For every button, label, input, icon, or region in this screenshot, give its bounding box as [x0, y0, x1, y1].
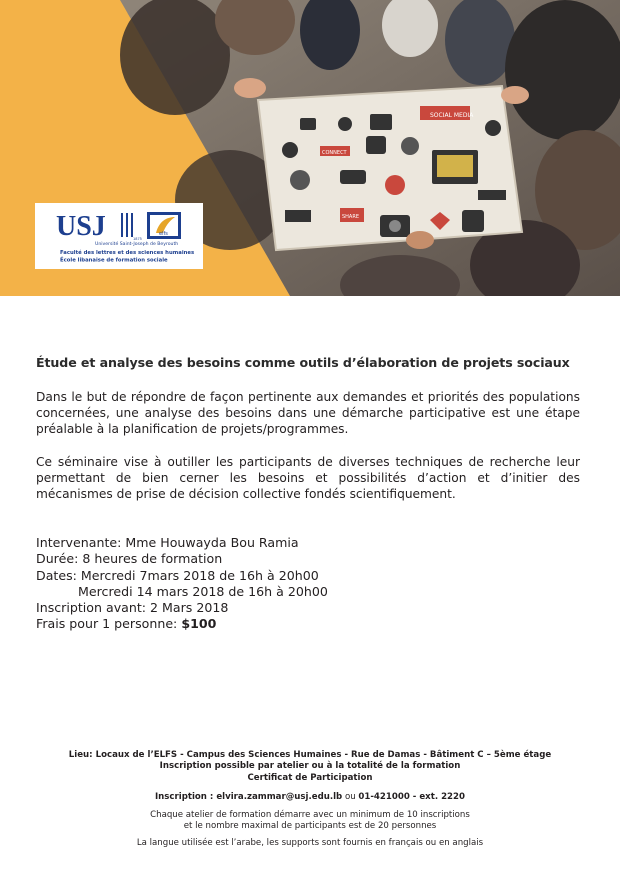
hero-banner	[0, 0, 620, 296]
dates-first: Dates: Mercredi 7mars 2018 de 16h à 20h00	[36, 567, 319, 583]
intro-paragraph: Dans le but de répondre de façon pertinente aux demandes et priorités des populations concernées, une analyse des besoins dans une démarche participative est une étape préalable à la planification de projets/programmes.	[36, 390, 580, 437]
fees-value: $100	[181, 616, 217, 632]
dates-second: Mercredi 14 mars 2018 de 16h à 20h00	[78, 583, 328, 599]
footer-certificate: Certificat de Participation	[247, 772, 373, 783]
poster-share: SHARE	[342, 214, 359, 220]
speaker: Intervenante: Mme Houwayda Bou Ramia	[36, 535, 299, 550]
contact-email[interactable]: elvira.zammar@usj.edu.lb	[216, 792, 343, 803]
seminar-details	[36, 535, 328, 633]
page-title: Étude et analyse des besoins comme outils d’élaboration de projets sociaux	[36, 355, 570, 370]
duration: Durée: 8 heures de formation	[36, 551, 223, 567]
elfs-text: elfs	[159, 231, 168, 237]
footer-registration-options: Inscription possible par atelier ou à la totalité de la formation	[159, 761, 461, 772]
fees-label: Frais pour 1 personne:	[36, 616, 182, 632]
footer-minimum: Chaque atelier de formation démarre avec un minimum de 10 inscriptions	[150, 809, 470, 820]
registration-deadline: Inscription avant: 2 Mars 2018	[36, 600, 229, 616]
seminar-paragraph: Ce séminaire vise à outiller les participants de diverses techniques de recherche leur permettant de bien cerner les besoins et possibilités d’action et d’initier des mécanismes de prise de décision collective fondés scientifiquement.	[36, 455, 580, 502]
logo-university: Université Saint-Joseph de Beyrouth	[95, 242, 179, 247]
footer-language: La langue utilisée est l’arabe, les supports sont fournis en français ou en anglais	[136, 838, 484, 849]
usj-logo	[35, 203, 203, 269]
logo-school: École libanaise de formation sociale	[60, 257, 168, 264]
contact-phone: 01-421000 - ext. 2220	[358, 792, 465, 803]
fees	[36, 616, 328, 632]
footer-location: Lieu: Locaux de l’ELFS - Campus des Sciences Humaines - Rue de Damas - Bâtiment C – 5ème étage	[68, 750, 552, 760]
footer-info	[0, 750, 620, 850]
logo-year: 1875	[133, 237, 142, 241]
footer-maximum: et le nombre maximal de participants est de 20 personnes	[183, 821, 437, 832]
footer-contact: Inscription : elvira.zammar@usj.edu.lb ou 01-421000 - ext. 2220	[154, 792, 465, 803]
logo-acronym: USJ	[56, 211, 106, 242]
poster-connect: CONNECT	[322, 150, 347, 156]
poster-social-media: SOCIAL MEDIA	[430, 112, 474, 119]
logo-faculty: Faculté des lettres et des sciences humaines	[60, 250, 195, 256]
